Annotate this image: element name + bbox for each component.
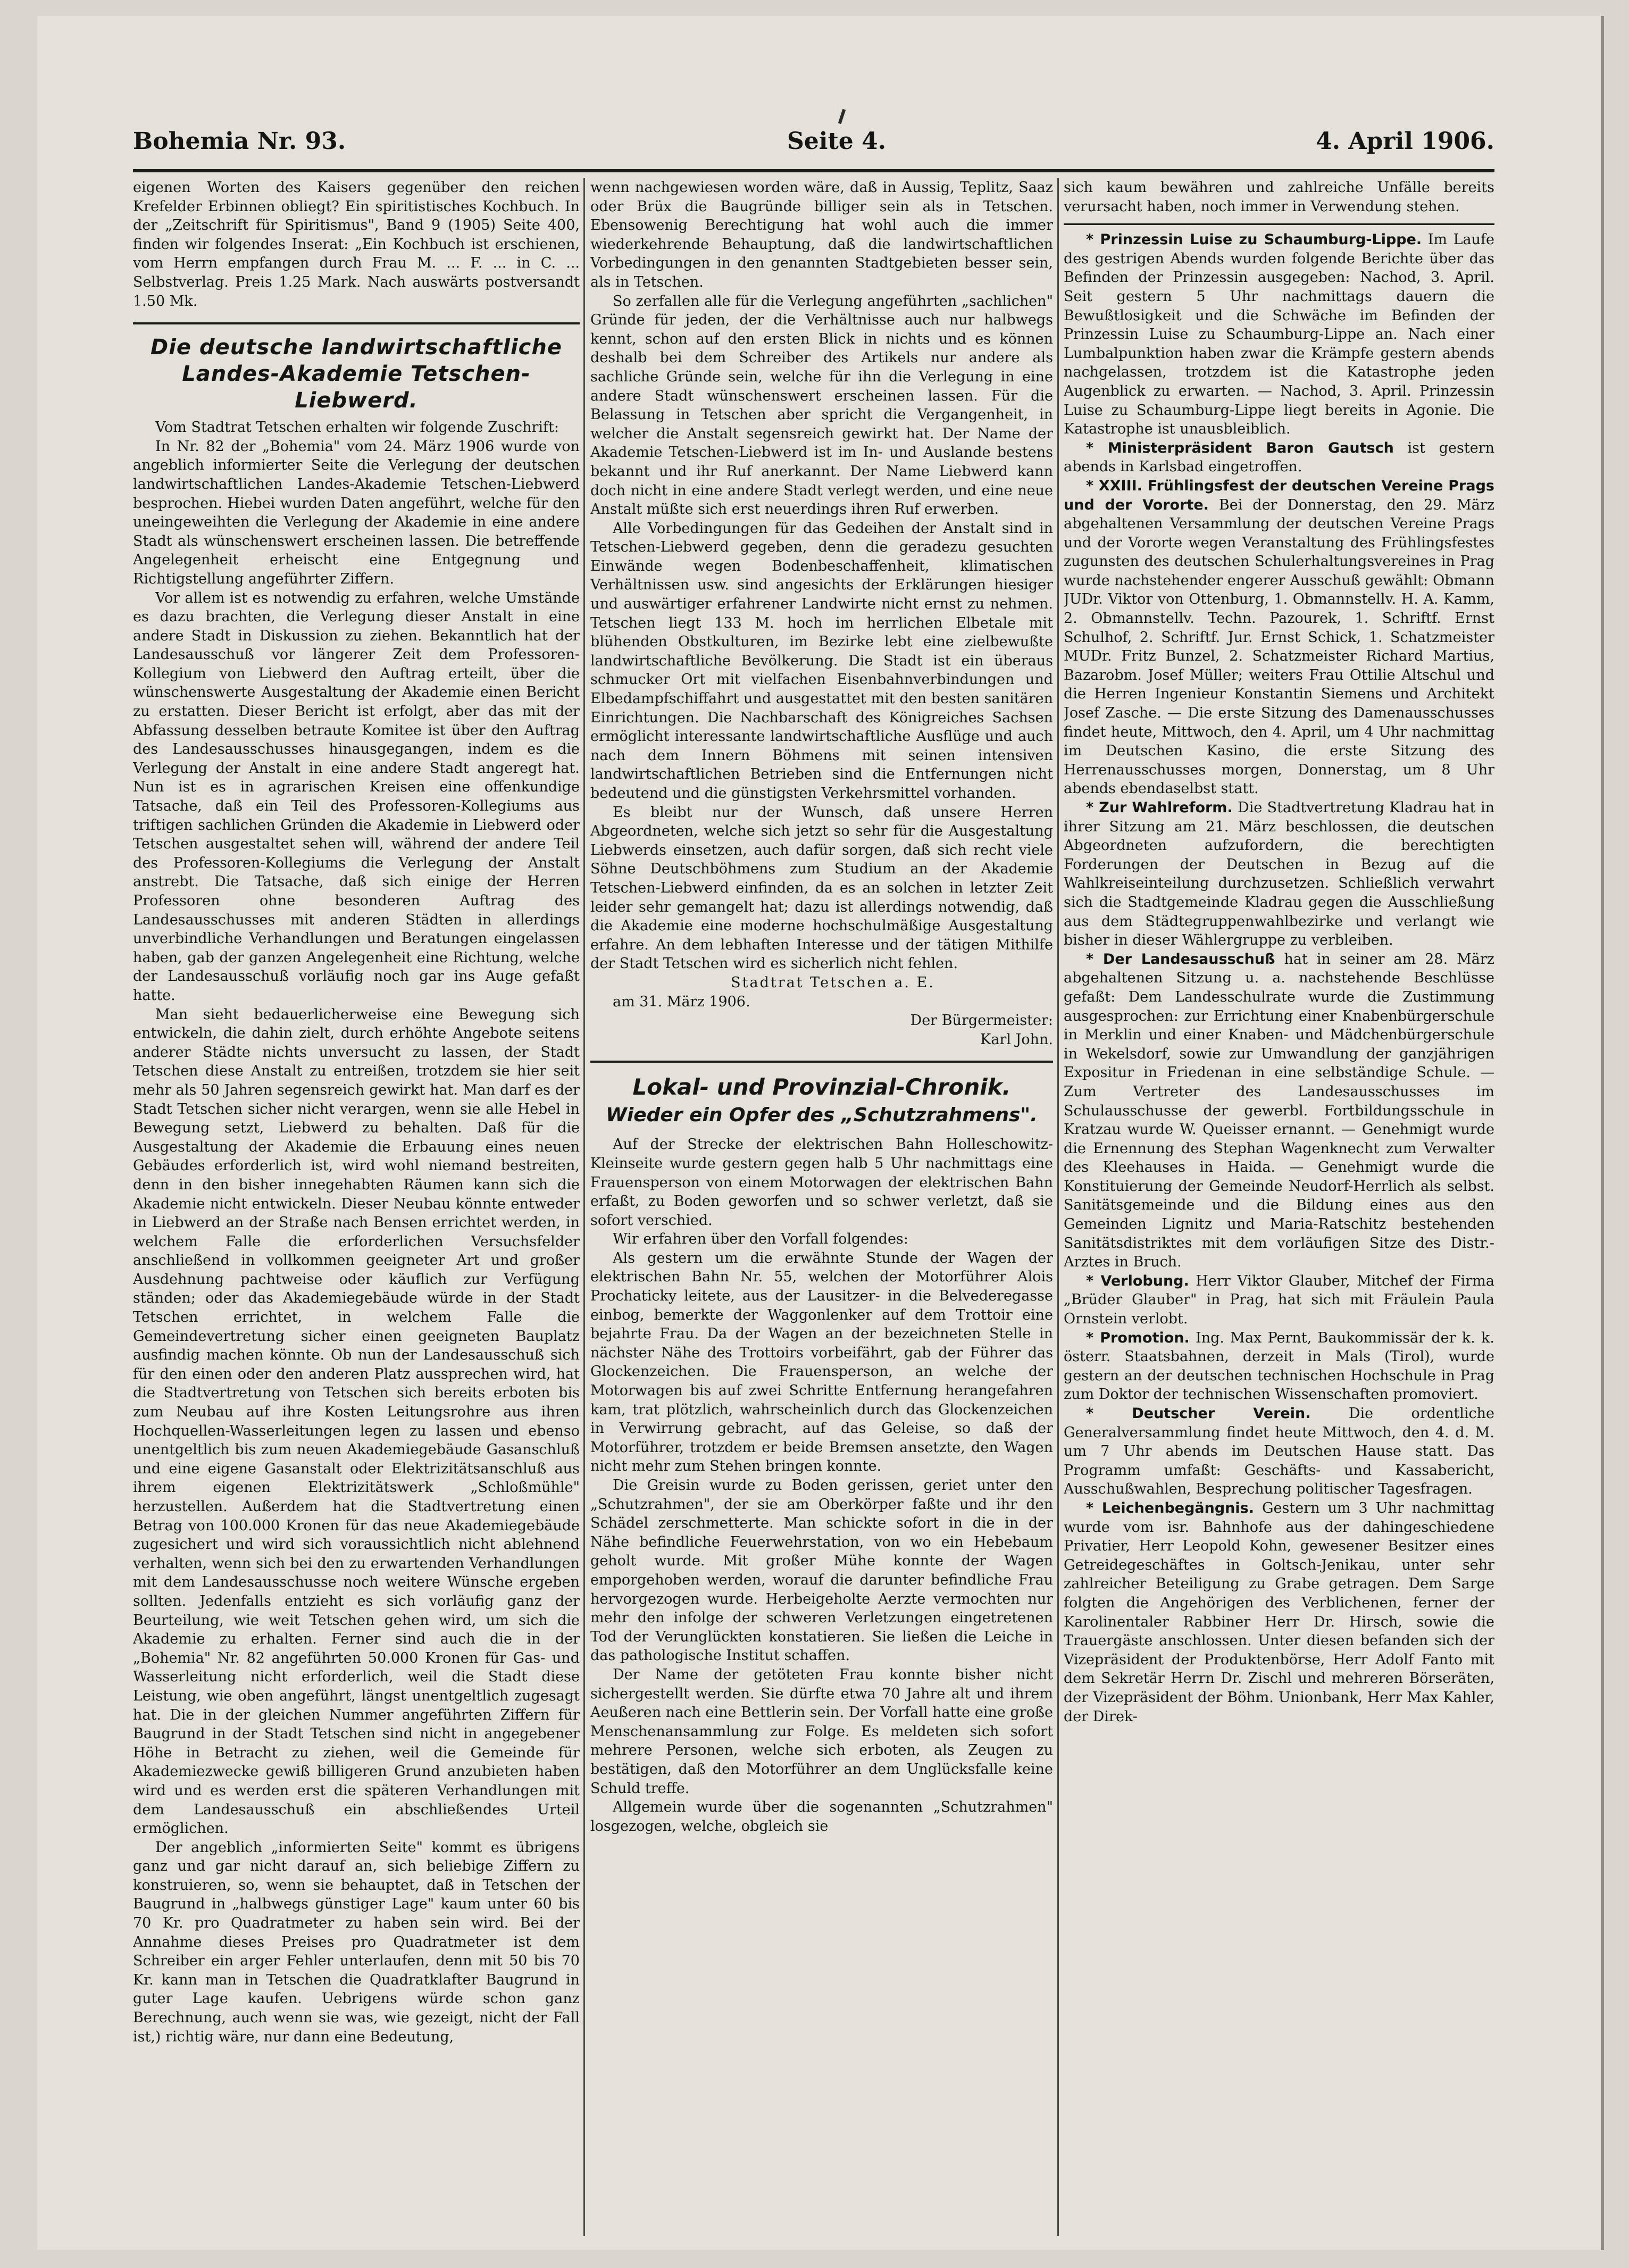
article-paragraph: In Nr. 82 der „Bohemia" vom 24. März 1906 wurde von angeblich informierter Seite die Verlegung der deutschen landwirtschaftlichen Landes-Akademie Tetschen-Liebwerd besprochen. Hiebei wurden Daten angeführt, welche für den uneingeweihten die Verlegung der Akademie in eine andere Stadt als wünschenswert erscheinen lassen. Die betreffende Angelegenheit erheischt eine Entgegnung und Richtigstellung angeführter Ziffern. <box>133 438 580 587</box>
news-item <box>1064 1329 1494 1404</box>
article-paragraph: Wir erfahren über den Vorfall folgendes: <box>613 1231 908 1248</box>
header-date: 4. April 1906. <box>1316 128 1494 155</box>
article-paragraph: Es bleibt nur der Wunsch, daß unsere Herren Abgeordneten, welche sich jetzt so sehr für die Ausgestaltung Liebwerds einsetzen, auch dafür sorgen, daß sich recht viele Söhne Deutschböhmens zum Studium an der Akademie Tetschen-Liebwerd einfinden, da es an solchen in letzter Zeit leider sehr gemangelt hat; dazu ist allerdings notwendig, daß die Akademie eine moderne hochschulmäßige Ausgestaltung erfahre. An dem lebhaften Interesse und der tätigen Mithilfe der Stadt Tetschen wird es sicherlich nicht fehlen. <box>590 804 1053 972</box>
section-divider <box>590 1061 1053 1063</box>
article-intro: Vom Stadtrat Tetschen erhalten wir folgende Zuschrift: <box>155 419 559 436</box>
column-left <box>133 178 580 2236</box>
article-signature-name: Karl John. <box>980 1031 1053 1048</box>
article-subtitle: Wieder ein Opfer des „Schutzrahmens". <box>606 1104 1038 1127</box>
article-paragraph: Der angeblich „informierten Seite" kommt es übrigens ganz und gar nicht darauf an, sich beliebige Ziffern zu konstruieren, so, wenn sie behauptet, daß in Tetschen der Baugrund in „halbwegs günstiger Lage" kaum unter 60 bis 70 Kr. pro Quadratmeter zu haben sein wird. Bei der Annahme dieses Preises pro Quadratmeter ist dem Schreiber ein arger Fehler unterlaufen, denn mit 50 bis 70 Kr. kann man in Tetschen die Quadratklafter Baugrund in guter Lage kaufen. Uebrigens würde schon ganz Berechnung, auch wenn sie was, wie gezeigt, nicht der Fall ist,) richtig wäre, nur dann eine Bedeutung, <box>133 1839 580 2045</box>
article-paragraph: Als gestern um die erwähnte Stunde der Wagen der elektrischen Bahn Nr. 55, welchen der Motorführer Alois Prochaticky leitete, aus der Lausitzer- in die Belvederegasse einbog, bemerkte der Waggonlenker auf dem Trottoir eine bejahrte Frau. Da der Wagen an der bezeichneten Stelle in nächster Nähe des Trottoirs vorbeifährt, gab der Führer das Glockenzeichen. Die Frauensperson, an welche der Motorwagen bis auf zwei Schritte Entfernung herangefahren kam, trat plötzlich, wahrscheinlich durch das Glockenzeichen in Verwirrung gebracht, auf das Geleise, so daß der Motorführer, trotzdem er beide Bremsen ansetzte, den Wagen nicht mehr zum Stehen bringen konnte. <box>590 1249 1053 1475</box>
news-text: Herr Viktor Glauber, Mitchef der Firma „Brüder Glauber" in Prag, hat sich mit Fräulein Paula Ornstein verlobt. <box>1064 1272 1494 1328</box>
article-paragraph: Vor allem ist es notwendig zu erfahren, welche Umstände es dazu brachten, die Verlegung dieser Anstalt in eine andere Stadt in Diskussion zu ziehen. Bekanntlich hat der Landesausschuß vor längerer Zeit dem Professoren-Kollegium von Liebwerd den Auftrag erteilt, über die wünschenswerte Ausgestaltung der Akademie einen Bericht zu erstatten. Dieser Bericht ist erfolgt, aber das mit der Abfassung desselben betraute Komitee ist über den Auftrag des Landesausschusses hinausgegangen, indem es die Verlegung der Anstalt in eine andere Stadt angeregt hat. Nun ist es in agrarischen Kreisen eine offenkundige Tatsache, daß ein Teil des Professoren-Kollegiums aus triftigen sachlichen Gründen die Akademie in Liebwerd oder Tetschen ausgestaltet sehen will, während der andere Teil des Professoren-Kollegiums die Verlegung der Anstalt anstrebt. Die Tatsache, daß sich einige der Herren Professoren ohne besonderen Auftrag des Landesausschusses mit anderen Städten in allerdings unverbindliche Verhandlungen und Beratungen eingelassen haben, gab der ganzen Angelegenheit eine Richtung, welche der Landesausschuß vorläufig noch gar ins Auge gefaßt hatte. <box>133 589 580 1004</box>
section-title: Lokal- und Provinzial-Chronik. <box>632 1074 1011 1100</box>
news-heading: * Leichenbegängnis. <box>1086 1499 1254 1516</box>
header-page-number: Seite 4. <box>787 128 887 155</box>
news-text: Ing. Max Pernt, Baukommissär der k. k. österr. Staatsbahnen, derzeit in Mals (Tirol), wurde gestern an der deutschen technischen Hochschule in Prag zum Doktor der technischen Wissenschaften promoviert. <box>1064 1329 1494 1403</box>
article-paragraph: Allgemein wurde über die sogenannten „Schutzrahmen" losgezogen, welche, obgleich sie <box>590 1799 1053 1835</box>
article-paragraph: sich kaum bewähren und zahlreiche Unfälle bereits verursacht haben, noch immer in Verwendung stehen. <box>1064 179 1494 215</box>
page-header <box>133 128 1494 170</box>
header-newspaper-issue: Bohemia Nr. 93. <box>133 128 346 155</box>
news-text: Die ordentliche Generalversammlung findet heute Mittwoch, den 4. d. M. um 7 Uhr abends im Deutschen Hause statt. Das Programm umfaßt: Geschäfts- und Kassabericht, Ausschußwahlen, Besprechung politischer Tagesfragen. <box>1064 1405 1494 1498</box>
news-heading: * Ministerpräsident Baron Gautsch <box>1086 439 1394 456</box>
header-rule <box>133 169 1494 172</box>
column-separator <box>1057 178 1059 2236</box>
article-paragraph: So zerfallen alle für die Verlegung angeführten „sachlichen" Gründe für jeden, der die Verhältnisse auch nur halbwegs kennt, schon auf den ersten Blick in nichts und es können deshalb bei dem Schreiber des Artikels nur andere als sachliche Gründe sein, welche für ihn die Verlegung in eine andere Stadt wünschenswert erscheinen lassen. Für die Belassung in Tetschen aber spricht die Vergangenheit, in welcher die Anstalt segensreich gewirkt hat. Der Name der Akademie Tetschen-Liebwerd ist im In- und Auslande bestens bekannt und ihr Ruf anerkannt. Der Name Liebwerd kann doch nicht in eine andere Stadt verlegt werden, und eine neue Anstalt müßte sich erst neuerdings ihren Ruf erwerben. <box>590 293 1053 518</box>
news-item <box>1064 798 1494 950</box>
news-item <box>1064 1404 1494 1499</box>
news-text: hat in seiner am 28. März abgehaltenen Sitzung u. a. nachstehende Beschlüsse gefaßt: Dem Landesschulrate wurde die Zustimmung ausgesprochen: zur Errichtung einer Knabenbürgerschule in Merklin und einer Knaben- und Mädchenbürgerschule in Wekelsdorf, sowie zur Umwandlung der ganzjährigen Expositur in Friedenan in eine selbständige Schule. — Zum Vertreter des Landesausschusses im Schulausschusse der gewerbl. Fortbildungsschule in Kratzau wurde W. Queisser ernannt. — Genehmigt wurde die Ernennung des Stephan Wagenknecht zum Verwalter des Kleehauses in Haida. — Genehmigt wurde die Konstituierung der Gemeinde Neudorf-Herrlich als selbst. Sanitätsgemeinde und die Bildung eines aus den Gemeinden Lignitz und Maria-Ratschitz bestehenden Sanitätsdistriktes mit dem vorläufigen Sitze des Distr.-Arztes in Bruch. <box>1064 950 1494 1271</box>
column-separator <box>583 178 585 2236</box>
news-text: Gestern um 3 Uhr nachmittag wurde vom isr. Bahnhofe aus der dahingeschiedene Privatier, Herr Leopold Kohn, gewesener Besitzer eines Getreidegeschäftes in Goltsch-Jenikau, unter sehr zahlreicher Beteiligung zu Grabe getragen. Dem Sarge folgten die Angehörigen des Verblichenen, ferner der Karolinentaler Rabbiner Herr Dr. Hirsch, sowie die Trauergäste anschlossen. Unter diesen befanden sich der Vizepräsident der Produktenbörse, Herr Adolf Fanto mit dem Sekretär Herrn Dr. Zischl und mehreren Börseräten, der Vizepräsident der Böhm. Unionbank, Herr Max Kahler, der Direk- <box>1064 1499 1494 1725</box>
article-paragraph: Alle Vorbedingungen für das Gedeihen der Anstalt sind in Tetschen-Liebwerd gegeben, denn die geradezu gesuchten Einwände wegen Bodenbeschaffenheit, klimatischen Verhältnissen usw. sind angesichts der Erklärungen hiesiger und auswärtiger erfahrener Landwirte nicht ernst zu nehmen. Tetschen liegt 133 M. hoch im herrlichen Elbetale mit blühenden Obstkulturen, im Bezirke lebt eine zielbewußte landwirtschaftliche Bevölkerung. Die Stadt ist ein überaus schmucker Ort mit vielfachen Eisenbahnverbindungen und Elbedampfschiffahrt und ausgestattet mit den besten sanitären Einrichtungen. Die Nachbarschaft des Königreiches Sachsen ermöglicht interessante landwirtschaftliche Ausflüge und auch nach dem Innern Böhmens mit seinen intensiven landwirtschaftlichen Betrieben sind die Entfernungen nicht bedeutend und die günstigsten Verkehrsmittel vorhanden. <box>590 520 1053 802</box>
news-heading: * Verlobung. <box>1086 1272 1189 1289</box>
news-item <box>1064 439 1494 477</box>
news-item <box>1064 950 1494 1272</box>
article-paragraph: wenn nachgewiesen worden wäre, daß in Aussig, Teplitz, Saaz oder Brüx die Baugründe billiger sein als in Tetschen. Ebensowenig Berechtigung hat wohl auch die immer wiederkehrende Behauptung, daß die landwirtschaftlichen Vorbedingungen in den genannten Stadtgebieten besser sein, als in Tetschen. <box>590 179 1053 290</box>
news-heading: * Der Landesausschuß <box>1086 950 1275 968</box>
news-text: ist gestern abends in Karlsbad eingetroffen. <box>1064 439 1494 476</box>
article-title: Die deutsche landwirtschaftliche Landes-Akademie Tetschen-Liebwerd. <box>151 335 562 413</box>
news-divider <box>1064 223 1494 225</box>
news-text: Bei der Donnerstag, den 29. März abgehaltenen Versammlung der deutschen Vereine Prags und der Vororte wegen Veranstaltung des Frühlingsfestes zugunsten des deutschen Schulerhaltungsvereines in Prag wurde nachstehender engerer Ausschuß gewählt: Obmann JUDr. Viktor von Ottenburg, 1. Obmannstellv. H. A. Kamm, 2. Obmannstellv. Techn. Pazourek, 1. Schriftf. Ernst Schulhof, 2. Schriftf. Jur. Ernst Schick, 1. Schatzmeister MUDr. Fritz Bunzel, 2. Schatzmeister Richard Martius, Bazarobm. Josef Müller; weiters Frau Ottilie Altschul und die Herren Ingenieur Konstantin Siemens und Architekt Josef Zasche. — Die erste Sitzung des Damenausschusses findet heute, Mittwoch, den 4. April, um 4 Uhr nachmittag im Deutschen Kasino, die erste Sitzung des Herrenausschusses morgen, Donnerstag, um 8 Uhr abends ebendaselbst statt. <box>1064 496 1494 797</box>
news-item <box>1064 230 1494 439</box>
news-text: Die Stadtvertretung Kladrau hat in ihrer Sitzung am 21. März beschlossen, die deutschen Abgeordneten aufzufordern, die berechtigten Forderungen der Deutschen in Bezug auf die Wahlkreiseinteilung durchzusetzen. Schließlich verwahrt sich die Stadtgemeinde Kladrau gegen die Ausschließung aus dem Städtegruppenwahlbezirke und verlangt wie bisher in dieser Wählergruppe zu verbleiben. <box>1064 799 1494 949</box>
news-heading: * Zur Wahlreform. <box>1086 799 1233 816</box>
column-right <box>1064 178 1494 2236</box>
article-paragraph: Man sieht bedauerlicherweise eine Bewegung sich entwickeln, die dahin zielt, durch erhöhte Angebote seitens anderer Städte nichts unversucht zu lassen, der Stadt Tetschen diese Anstalt zu entreißen, trotzdem sie hier seit mehr als 50 Jahren segensreich gewirkt hat. Man darf es der Stadt Tetschen sicher nicht verargen, wenn sie alle Hebel in Bewegung setzt, Liebwerd zu behalten. Daß für die Ausgestaltung der Akademie die Erbauung eines neuen Gebäudes erforderlich ist, wird wohl niemand bestreiten, denn in den bisher innegehabten Räumen kann sich die Akademie nicht entwickeln. Dieser Neubau könnte entweder in Liebwerd an der Straße nach Bensen errichtet werden, in welchem Falle die erforderlichen Versuchsfelder anschließend in vollkommen geeigneter Art und großer Ausdehnung pachtweise oder käuflich zur Verfügung ständen; oder das Akademiegebäude würde in der Stadt Tetschen errichtet, in welchem Falle die Gemeindevertretung sicher einen geeigneten Bauplatz ausfindig machen könnte. Ob nun der Landesausschuß sich für den einen oder den anderen Platz aussprechen wird, hat die Stadtvertretung von Tetschen sich bereits erboten bis zum Neubau auf ihre Kosten Leitungsrohre aus ihren Hochquellen-Wasserleitungen legen zu lassen und ebenso unentgeltlich bis zum neuen Akademiegebäude Gasanschluß und eine eigene Gasanstalt oder Elektrizitätsanschluß aus ihrem eigenen Elektrizitätswerk „Schloßmühle" herzustellen. Außerdem hat die Stadtvertretung einen Betrag von 100.000 Kronen für das neue Akademiegebäude zugesichert und wird sich voraussichtlich nicht ablehnend verhalten, wenn sich bei den zu erwartenden Verhandlungen mit dem Landesausschusse noch weitere Wünsche ergeben sollten. Jedenfalls entzieht es sich vorläufig ganz der Beurteilung, wie weit Tetschen gehen wird, um sich die Akademie zu erhalten. Ferner sind auch die in der „Bohemia" Nr. 82 angeführten 50.000 Kronen für Gas- und Wasserleitung nicht erforderlich, weil die Stadt diese Leistung, wie oben angeführt, längst unentgeltlich zugesagt hat. Die in der gleichen Nummer angeführten Ziffern für Baugrund in der Stadt Tetschen sind nicht in angegebener Höhe in Betracht zu ziehen, weil die Gemeinde für Akademiezwecke gewiß billigeren Grund anzubieten haben wird und es werden erst die späteren Verhandlungen mit dem Landesausschuß ein abschließendes Urteil ermöglichen. <box>133 1006 580 1837</box>
news-text: Im Laufe des gestrigen Abends wurden folgende Berichte über das Befinden der Prinzessin ausgegeben: Nachod, 3. April. Seit gestern 5 Uhr nachmittags dauern die Bewußtlosigkeit und die Schwäche im Befinden der Prinzessin Luise zu Schaumburg-Lippe an. Nach einer Lumbalpunktion haben zwar die Krämpfe gestern abends nachgelassen, trotzdem ist die Katastrophe jeden Augenblick zu erwarten. — Nachod, 3. April. Prinzessin Luise zu Schaumburg-Lippe liegt bereits in Agonie. Die Katastrophe ist unausbleiblich. <box>1064 231 1494 438</box>
news-item <box>1064 1499 1494 1726</box>
article-signature-date: am 31. März 1906. <box>613 993 750 1010</box>
article-signature-place: Stadtrat Tetschen a. E. <box>731 974 935 991</box>
article-paragraph: Der Name der getöteten Frau konnte bisher nicht sichergestellt werden. Sie dürfte etwa 70 Jahre alt und ihrem Aeußeren nach eine Bettlerin sein. Der Vorfall hatte eine große Menschenansammlung zur Folge. Es meldeten sich sofort mehrere Personen, welche sich erboten, als Zeugen zu bestätigen, daß den Motorführer an dem Unglücksfalle keine Schuld treffe. <box>590 1666 1053 1797</box>
article-divider <box>133 322 580 324</box>
article-paragraph: Die Greisin wurde zu Boden gerissen, geriet unter den „Schutzrahmen", der sie am Oberkörper faßte und ihr den Schädel zerschmetterte. Man schickte sofort in die in der Nähe befindliche Feuerwehrstation, von wo ein Hebebaum geholt wurde. Mit großer Mühe konnte der Wagen emporgehoben werden, worauf die darunter befindliche Frau hervorgezogen wurde. Herbeigeholte Aerzte vermochten nur mehr den infolge der schweren Verletzungen eingetretenen Tod der Verunglückten konstatieren. Sie ließen die Leiche in das pathologische Institut schaffen. <box>590 1477 1053 1664</box>
news-item <box>1064 477 1494 798</box>
news-item <box>1064 1272 1494 1329</box>
article-paragraph: eigenen Worten des Kaisers gegenüber den reichen Krefelder Erbinnen obliegt? Ein spiritistisches Kochbuch. In der „Zeitschrift für Spiritismus", Band 9 (1905) Seite 400, finden wir folgendes Inserat: „Ein Kochbuch ist erschienen, vom Herrn empfangen durch Frau M. ... F. ... in C. ... Selbstverlag. Preis 1.25 Mark. Nach auswärts postversandt 1.50 Mk. <box>133 179 580 310</box>
news-heading: * Promotion. <box>1086 1329 1190 1346</box>
article-paragraph: Auf der Strecke der elektrischen Bahn Holleschowitz-Kleinseite wurde gestern gegen halb 5 Uhr nachmittags eine Frauensperson von einem Motorwagen der elektrischen Bahn erfaßt, zu Boden geworfen und so schwer verletzt, daß sie sofort verschied. <box>590 1136 1053 1229</box>
article-signature-title: Der Bürgermeister: <box>910 1012 1053 1029</box>
news-heading: * XXIII. Frühlingsfest der deutschen Vereine Prags und der Vororte. <box>1064 477 1494 513</box>
news-heading: * Prinzessin Luise zu Schaumburg-Lippe. <box>1086 231 1422 248</box>
news-heading: * Deutscher Verein. <box>1086 1405 1311 1422</box>
column-middle <box>590 178 1053 2236</box>
